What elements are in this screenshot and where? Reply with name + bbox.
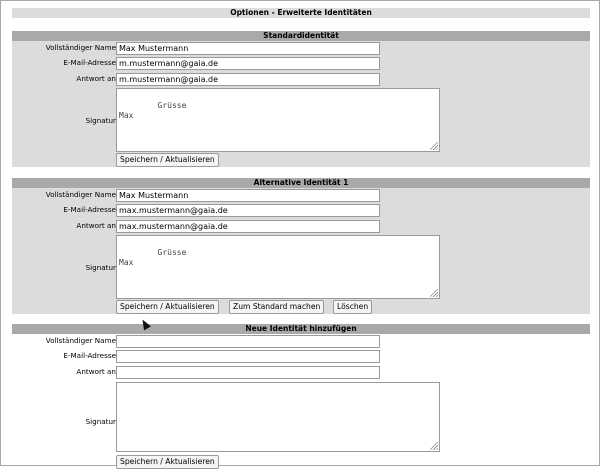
email-field[interactable]: m.mustermann@gaia.de	[116, 57, 380, 70]
reply-to-label: Antwort an	[76, 367, 116, 376]
reply-to-field[interactable]	[116, 366, 380, 379]
section-default-identity	[12, 31, 590, 167]
email-label: E-Mail-Adresse	[63, 351, 116, 360]
delete-button[interactable]: Löschen	[333, 300, 372, 314]
signature-text: Grüsse Max	[119, 248, 187, 267]
save-button[interactable]: Speichern / Aktualisieren	[116, 153, 219, 167]
resize-grip-icon[interactable]	[430, 289, 438, 297]
reply-to-label: Antwort an	[76, 74, 116, 83]
resize-grip-icon[interactable]	[430, 142, 438, 150]
resize-grip-icon[interactable]	[430, 442, 438, 450]
full-name-field[interactable]: Max Mustermann	[116, 42, 380, 55]
section-heading: Standardidentität	[12, 31, 590, 41]
section-body	[12, 334, 590, 464]
full-name-label: Vollständiger Name	[45, 190, 116, 199]
section-body	[12, 188, 590, 314]
signature-textarea[interactable]	[116, 382, 440, 452]
section-body	[12, 41, 590, 167]
signature-textarea[interactable]	[116, 88, 440, 152]
full-name-field[interactable]: Max Mustermann	[116, 189, 380, 202]
email-field[interactable]: max.mustermann@gaia.de	[116, 204, 380, 217]
save-button[interactable]: Speichern / Aktualisieren	[116, 455, 219, 469]
section-new-identity	[12, 324, 590, 464]
reply-to-label: Antwort an	[76, 221, 116, 230]
section-alt-identity-1	[12, 178, 590, 314]
reply-to-field[interactable]: m.mustermann@gaia.de	[116, 73, 380, 86]
email-field[interactable]	[116, 350, 380, 363]
save-button[interactable]: Speichern / Aktualisieren	[116, 300, 219, 314]
section-heading: Alternative Identität 1	[12, 178, 590, 188]
signature-textarea[interactable]	[116, 235, 440, 299]
signature-label: Signatur	[85, 116, 116, 125]
email-label: E-Mail-Adresse	[63, 205, 116, 214]
reply-to-field[interactable]: max.mustermann@gaia.de	[116, 220, 380, 233]
signature-label: Signatur	[85, 263, 116, 272]
full-name-label: Vollständiger Name	[45, 43, 116, 52]
full-name-label: Vollständiger Name	[45, 336, 116, 345]
email-label: E-Mail-Adresse	[63, 58, 116, 67]
full-name-field[interactable]	[116, 335, 380, 348]
signature-label: Signatur	[85, 417, 116, 426]
signature-text: Grüsse Max	[119, 101, 187, 120]
page-title: Optionen - Erweiterte Identitäten	[12, 8, 590, 18]
make-default-button[interactable]: Zum Standard machen	[229, 300, 324, 314]
section-heading: Neue Identität hinzufügen	[12, 324, 590, 334]
